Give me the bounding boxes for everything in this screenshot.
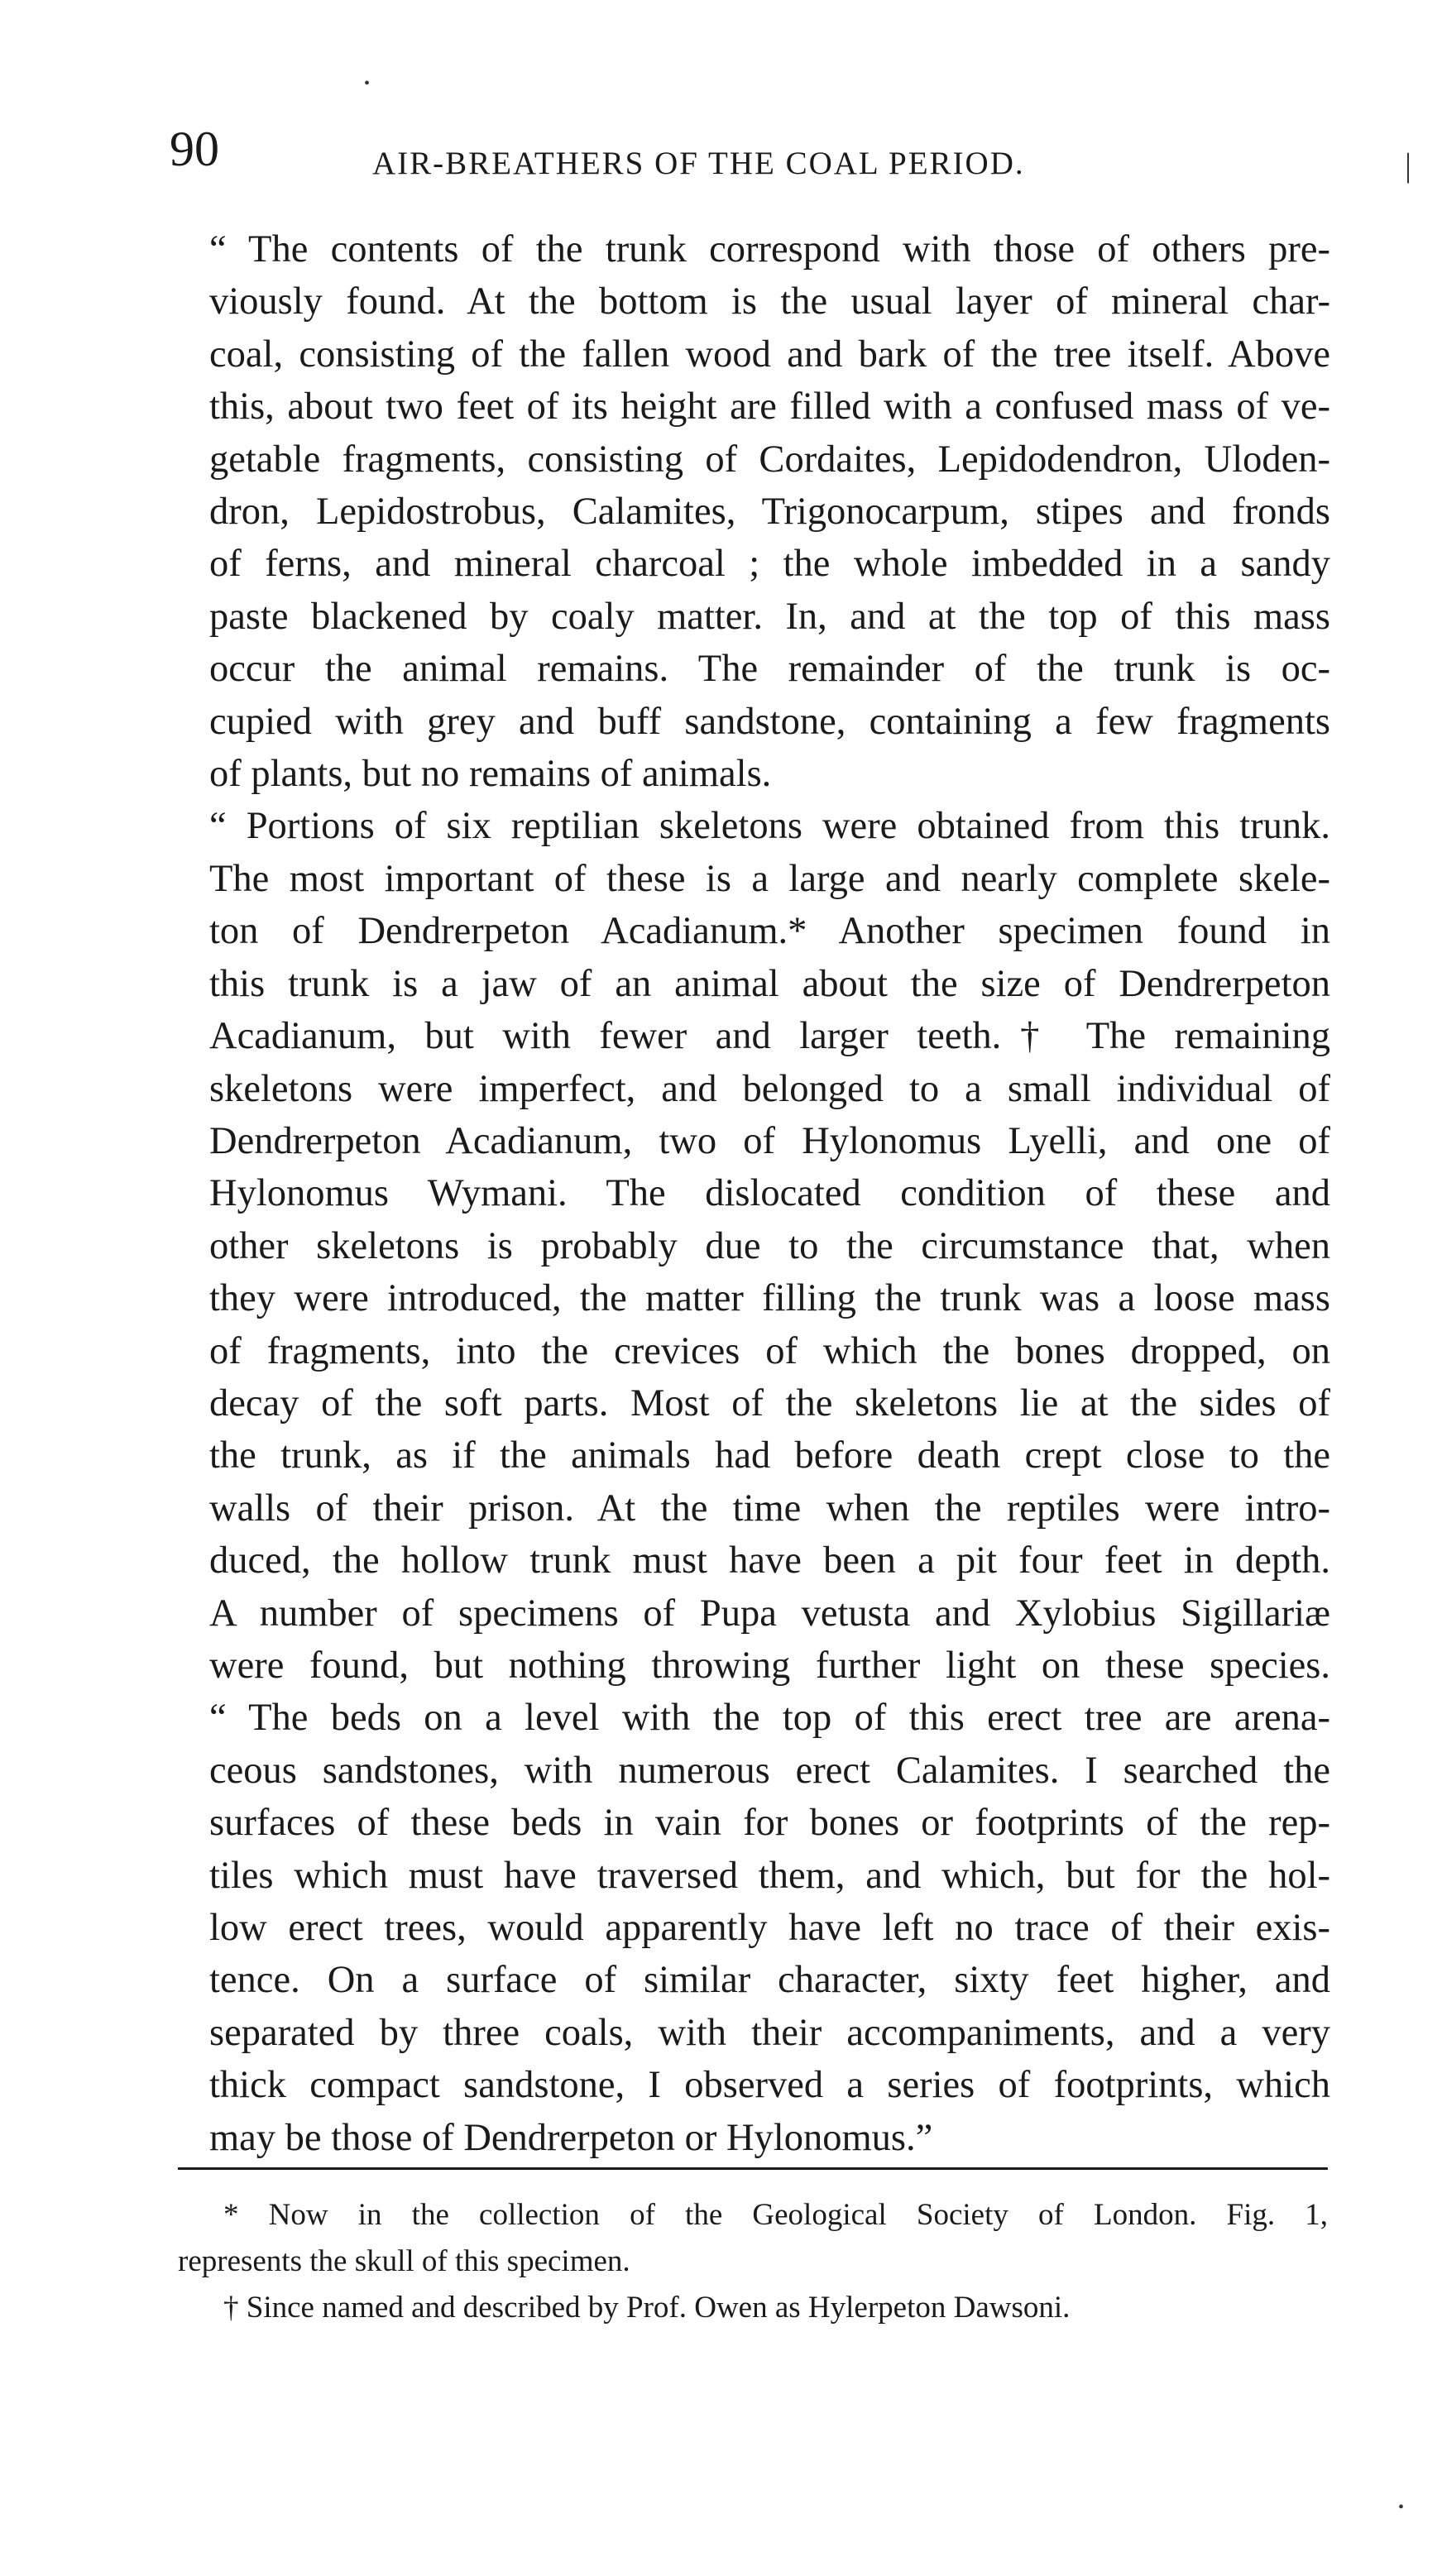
text-line: A number of specimens of Pupa vetusta and Xylobius Sigillariæ (209, 1592, 1330, 1635)
text-line: thick compact sandstone, I observed a series of footprints, which (209, 2064, 1330, 2107)
text-line: were found, but nothing throwing further light on these species. (209, 1644, 1330, 1687)
text-line: of ferns, and mineral charcoal ; the whole imbedded in a sandy (209, 543, 1330, 586)
text-line: Hylonomus Wymani. The dislocated condition of these and (209, 1172, 1330, 1215)
text-line: decay of the soft parts. Most of the skeletons lie at the sides of (209, 1381, 1330, 1424)
page-number: 90 (170, 122, 219, 176)
paragraph (168, 1692, 1330, 2164)
text-line: cupied with grey and buff sandstone, containing a few fragments (209, 700, 1330, 743)
text-line: of fragments, into the crevices of which the bones dropped, on (209, 1329, 1330, 1372)
text-line: the trunk, as if the animals had before death crept close to the (209, 1434, 1330, 1477)
text-line: “ The contents of the trunk correspond with those of others pre- (209, 228, 1330, 271)
footnotes (178, 2192, 1328, 2331)
footnote-line: * Now in the collection of the Geological Society of London. Fig. 1, (223, 2198, 1328, 2232)
text-line: separated by three coals, with their accompaniments, and a very (209, 2011, 1330, 2054)
text-line: getable fragments, consisting of Cordaites, Lepidodendron, Uloden- (209, 438, 1330, 481)
text-line: dron, Lepidostrobus, Calamites, Trigonocarpum, stipes and fronds (209, 491, 1330, 534)
text-line: of plants, but no remains of animals. (209, 753, 772, 796)
text-line: tiles which must have traversed them, and which, but for the hol- (209, 1854, 1330, 1897)
text-line: surfaces of these beds in vain for bones or footprints of the rep- (209, 1802, 1330, 1845)
footnote-line: † Since named and described by Prof. Owen as Hylerpeton Dawsoni. (223, 2291, 1071, 2325)
stray-mark: • (1398, 2498, 1405, 2516)
text-line: skeletons were imperfect, and belonged to a small individual of (209, 1067, 1330, 1110)
text-line: Acadianum, but with fewer and larger teeth.† The remaining (209, 1015, 1330, 1058)
text-line: this, about two feet of its height are filled with a confused mass of ve- (209, 385, 1330, 429)
text-line: this trunk is a jaw of an animal about the size of Dendrerpeton (209, 962, 1330, 1005)
text-line: occur the animal remains. The remainder of the trunk is oc- (209, 648, 1330, 691)
text-line: ceous sandstones, with numerous erect Calamites. I searched the (209, 1749, 1330, 1792)
text-line: coal, consisting of the fallen wood and bark of the tree itself. Above (209, 333, 1330, 376)
stray-mark: | (1405, 146, 1412, 184)
running-head: AIR-BREATHERS OF THE COAL PERIOD. (372, 146, 1025, 181)
text-line: “ Portions of six reptilian skeletons were obtained from this trunk. (209, 805, 1330, 848)
text-line: viously found. At the bottom is the usual layer of mineral char- (209, 280, 1330, 323)
text-line: The most important of these is a large and nearly complete skele- (209, 857, 1330, 900)
body-text (168, 223, 1330, 2164)
text-line: other skeletons is probably due to the circumstance that, when (209, 1224, 1330, 1267)
footnote-line: represents the skull of this specimen. (178, 2244, 630, 2278)
text-line: low erect trees, would apparently have left no trace of their exis- (209, 1907, 1330, 1949)
text-line: Dendrerpeton Acadianum, two of Hylonomus Lyelli, and one of (209, 1119, 1330, 1162)
footnote (178, 2285, 1328, 2331)
paragraph (168, 223, 1330, 800)
text-line: may be those of Dendrerpeton or Hylonomus.” (209, 2116, 933, 2159)
text-line: walls of their prison. At the time when the reptiles were intro- (209, 1487, 1330, 1530)
footnote-rule (178, 2167, 1328, 2170)
text-line: ton of Dendrerpeton Acadianum.* Another specimen found in (209, 910, 1330, 953)
text-line: duced, the hollow trunk must have been a pit four feet in depth. (209, 1539, 1330, 1582)
text-line: tence. On a surface of similar character, sixty feet higher, and (209, 1959, 1330, 2002)
footnote (178, 2192, 1328, 2285)
paragraph (168, 800, 1330, 1692)
text-line: “ The beds on a level with the top of this erect tree are arena- (209, 1697, 1330, 1740)
stray-mark: • (364, 74, 371, 93)
text-line: paste blackened by coaly matter. In, and at the top of this mass (209, 595, 1330, 638)
text-line: they were introduced, the matter filling the trunk was a loose mass (209, 1277, 1330, 1320)
